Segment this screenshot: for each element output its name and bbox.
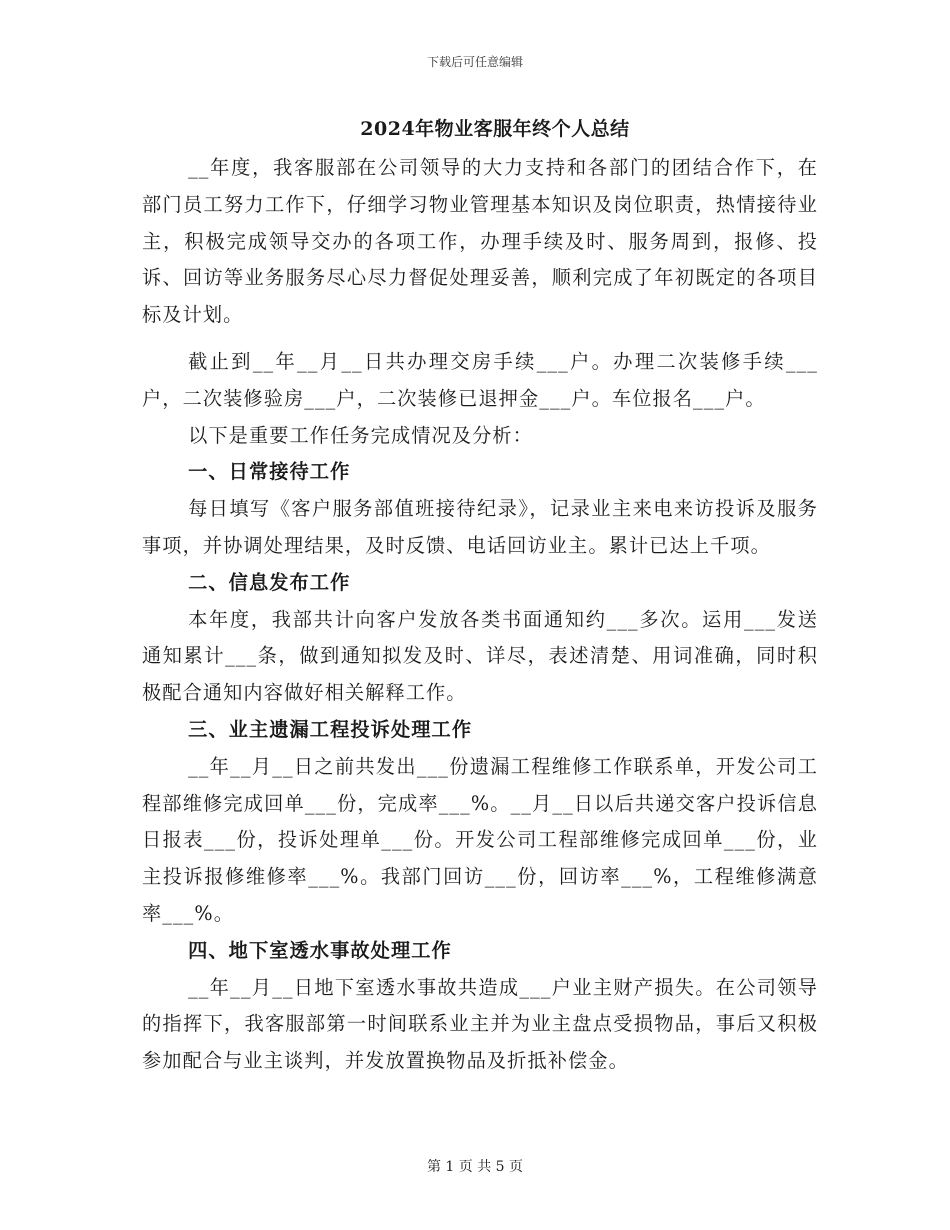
header-note: 下载后可任意编辑: [426, 55, 523, 69]
section-paragraph: __年__月__日之前共发出___份遗漏工程维修工作联系单，开发公司工程部维修完成回单___份，完成率___%。__月__日以后共递交客户投诉信息日报表___份，投诉处理单___份。开发公司工程部维修完成回单___份，业主投诉报修维修率___%。我部门回访___份，回访率___%，工程维修满意率___%。: [142, 754, 818, 925]
document-body: [142, 150, 818, 1080]
page-number: 第 1 页 共 5 页: [426, 1159, 524, 1175]
section-paragraph: 每日填写《客户服务部值班接待纪录》，记录业主来电来访投诉及服务事项，并协调处理结果，及时反馈、电话回访业主。累计已达上千项。: [142, 497, 818, 557]
section-heading: 二、信息发布工作: [188, 570, 351, 594]
section-heading: 一、日常接待工作: [188, 460, 351, 484]
section-paragraph: 本年度，我部共计向客户发放各类书面通知约___多次。运用___发送通知累计___条，做到通知拟发及时、详尽，表述清楚、用词准确，同时积极配合通知内容做好相关解释工作。: [142, 607, 818, 705]
section-heading: 四、地下室透水事故处理工作: [188, 938, 452, 962]
intro-paragraph: __年度，我客服部在公司领导的大力支持和各部门的团结合作下，在部门员工努力工作下，仔细学习物业管理基本知识及岗位职责，热情接待业主，积极完成领导交办的各项工作，办理手续及时、服务周到，报修、投诉、回访等业务服务尽心尽力督促处理妥善，顺利完成了年初既定的各项目标及计划。: [142, 156, 818, 327]
document-title: 2024年物业客服年终个人总结: [360, 118, 630, 140]
paragraph-gap: [142, 334, 818, 344]
intro-paragraph: 截止到__年__月__日共办理交房手续___户。办理二次装修手续___户，二次装修验房___户，二次装修已退押金___户。车位报名___户。: [142, 349, 818, 410]
intro-paragraph: 以下是重要工作任务完成情况及分析：: [188, 423, 533, 447]
section-paragraph: __年__月__日地下室透水事故共造成___户业主财产损失。在公司领导的指挥下，我客服部第一时间联系业主并为业主盘点受损物品，事后又积极参加配合与业主谈判，并发放置换物品及折抵补偿金。: [142, 975, 818, 1073]
section-heading: 三、业主遗漏工程投诉处理工作: [188, 717, 473, 741]
